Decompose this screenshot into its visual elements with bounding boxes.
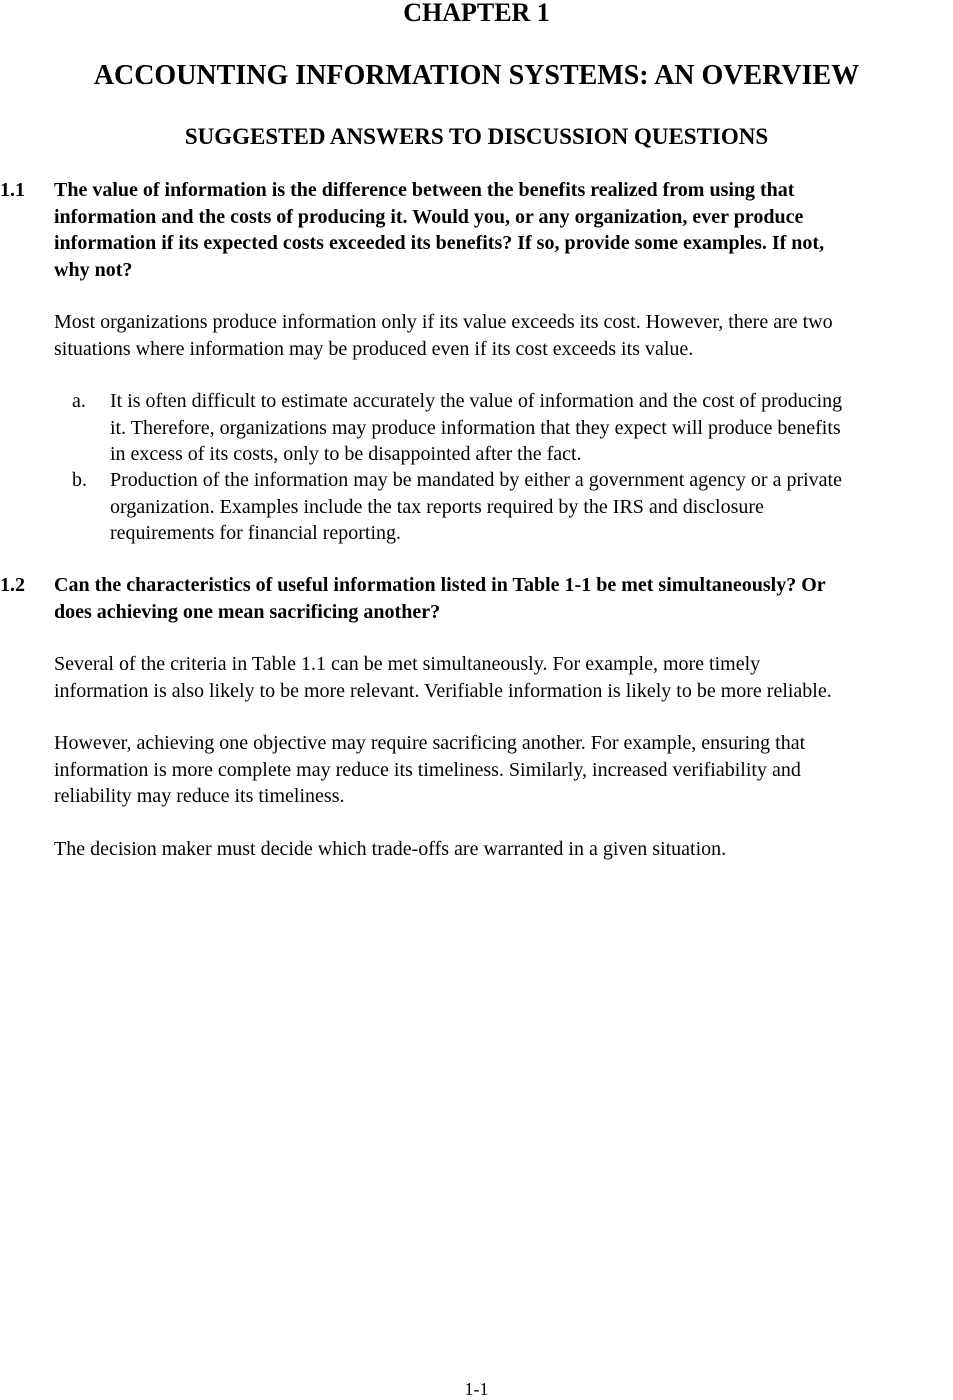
list-item [110,467,953,547]
list-item-line: in excess of its costs, only to be disappointed after the fact. [110,443,582,465]
question-text [54,572,953,625]
question-number: 1.1 [0,179,25,201]
question-line: why not? [54,258,133,281]
section-subtitle: SUGGESTED ANSWERS TO DISCUSSION QUESTIONS [184,124,769,149]
list-item-line: it. Therefore, organizations may produce information that they expect will produce benefits [110,416,841,439]
answer-line: information is more complete may reduce its timeliness. Similarly, increased verifiability and [54,758,801,781]
answer-paragraph [54,836,953,863]
list-item-label: b. [72,469,87,491]
answer-line: Several of the criteria in Table 1.1 can be met simultaneously. For example, more timely [54,653,761,675]
answer-line: reliability may reduce its timeliness. [54,785,345,807]
question-line: information if its expected costs exceeded its benefits? If so, provide some examples. If not, [54,232,825,254]
answer-line: The decision maker must decide which trade-offs are warranted in a given situation. [54,838,727,860]
question-line: does achieving one mean sacrificing another? [54,600,441,623]
list-item-line: Production of the information may be mandated by either a government agency or a private [110,469,842,491]
answer-paragraph [54,309,953,362]
answer-line: information is also likely to be more relevant. Verifiable information is likely to be more reliable. [54,679,832,702]
question-number: 1.2 [0,574,25,596]
question-line: Can the characteristics of useful information listed in Table 1-1 be met simultaneously? Or [54,574,826,596]
question-line: information and the costs of producing it. Would you, or any organization, ever produce [54,205,804,228]
chapter-heading: CHAPTER 1 [403,0,550,27]
list-item-label: a. [72,390,86,412]
question-text [54,177,953,283]
page-number: 1-1 [464,1379,489,1399]
answer-line: However, achieving one objective may require sacrificing another. For example, ensuring that [54,732,806,754]
list-item-line: organization. Examples include the tax reports required by the IRS and disclosure [110,495,764,518]
answer-line: situations where information may be produced even if its cost exceeds its value. [54,337,694,360]
list-item-line: It is often difficult to estimate accurately the value of information and the cost of producing [110,390,843,412]
answer-line: Most organizations produce information only if its value exceeds its cost. However, there are two [54,311,833,333]
answer-paragraph [54,651,953,704]
list-item [110,388,953,468]
question-line: The value of information is the difference between the benefits realized from using that [54,179,795,201]
list-item-line: requirements for financial reporting. [110,522,401,544]
answer-paragraph [54,730,953,810]
chapter-title: ACCOUNTING INFORMATION SYSTEMS: AN OVERVIEW [93,60,860,91]
